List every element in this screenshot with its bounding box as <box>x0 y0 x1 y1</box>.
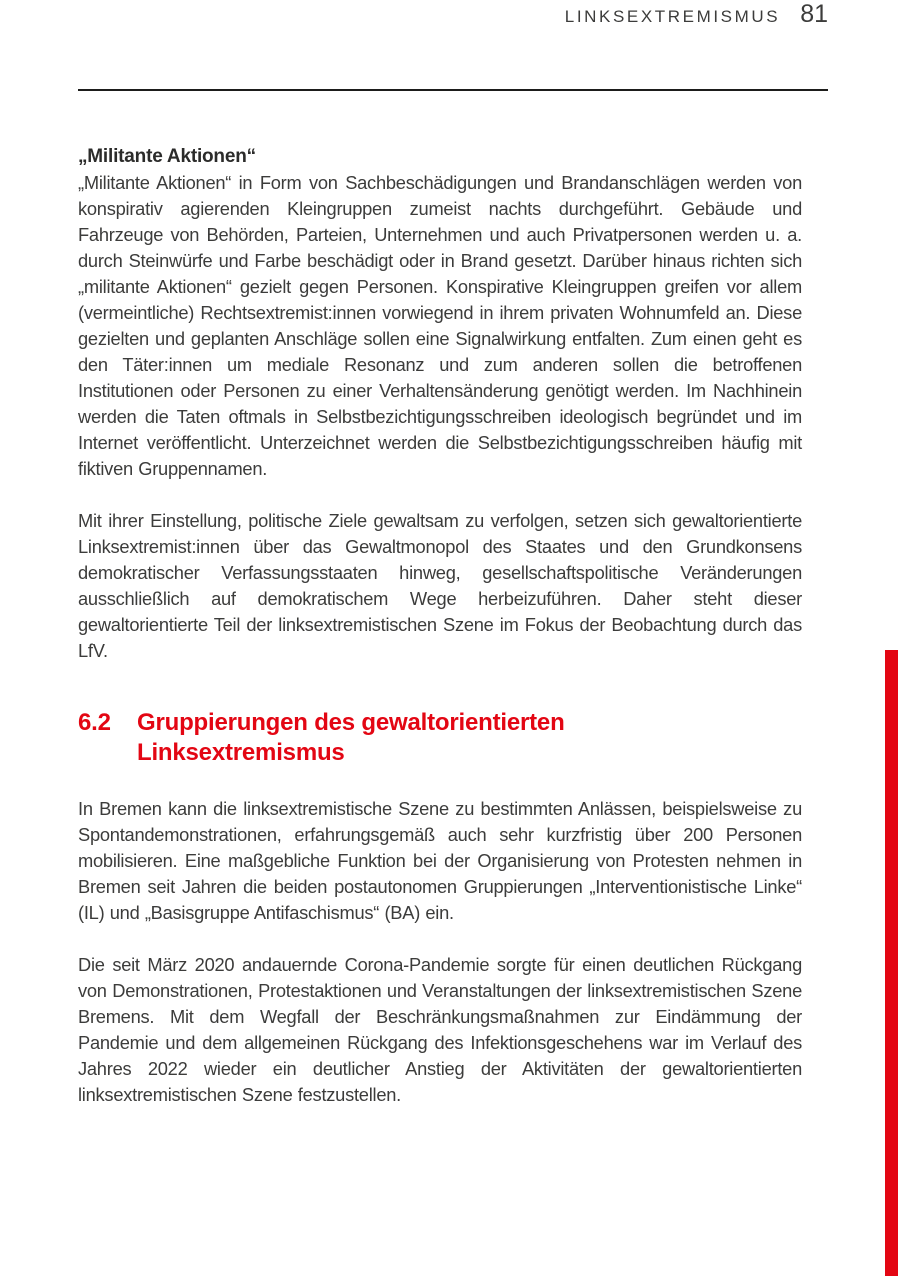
paragraph-gruppierungen-1: In Bremen kann die linksextremistische Szene zu bestimmten Anlässen, beispielsweise zu Spontandemonstrationen, erfahrungsgemäß auch sehr kurzfristig über 200 Personen mobilisieren. Eine maßgebliche Funktion bei der Organisierung von Protesten nehmen in Bremen seit Jahren die beiden postautonomen Gruppierungen „Interventionistische Linke“ (IL) und „Basisgruppe Antifaschismus“ (BA) ein. <box>78 798 802 923</box>
header-section-label: LINKSEXTREMISMUS <box>564 7 781 26</box>
page-number: 81 <box>800 0 828 28</box>
paragraph-gruppierungen-2: Die seit März 2020 andauernde Corona-Pandemie sorgte für einen deutlichen Rückgang von Demonstrationen, Protestaktionen und Veranstaltungen der linksextremistischen Szene Bremens. Mit dem Wegfall der Beschränkungsmaßnahmen zur Eindämmung der Pandemie und dem allgemeinen Rückgang des Infektionsgeschehens war im Verlauf des Jahres 2022 wieder ein deutlicher Anstieg der Aktivitäten der gewaltorientierten linksextremistischen Szene festzustellen. <box>78 954 802 1105</box>
chapter-bleed-tab <box>885 650 898 1276</box>
section-title <box>137 708 802 768</box>
running-header <box>78 0 828 91</box>
section-title-line2: Linksextremismus <box>137 739 345 766</box>
paragraph-militante-1: „Militante Aktionen“ in Form von Sachbeschädigungen und Brandanschlägen werden von konspirativ agierenden Kleingruppen zumeist nachts durchgeführt. Gebäude und Fahrzeuge von Behörden, Parteien, Unternehmen und auch Privatpersonen werden u. a. durch Steinwürfe und Farbe beschädigt oder in Brand gesetzt. Darüber hinaus richten sich „militante Aktionen“ gezielt gegen Personen. Konspirative Kleingruppen greifen vor allem (vermeintliche) Rechtsextremist:innen vorwiegend in ihrem privaten Wohnumfeld an. Diese gezielten und geplanten Anschläge sollen eine Signalwirkung entfalten. Zum einen geht es den Täter:innen um mediale Resonanz und zum anderen sollen die betroffenen Institutionen oder Personen zu einer Verhaltensänderung genötigt werden. Im Nachhinein werden die Taten oftmals in Selbstbezichtigungsschreiben ideologisch begründet und im Internet veröffentlicht. Unterzeichnet werden die Selbstbezichtigungsschreiben häufig mit fiktiven Gruppennamen. <box>78 172 802 479</box>
subheading-militante-aktionen: „Militante Aktionen“ <box>78 146 256 167</box>
section-heading-6-2 <box>78 708 802 768</box>
section-number: 6.2 <box>78 709 111 736</box>
page-content <box>78 144 802 1134</box>
section-title-line1: Gruppierungen des gewaltorientierten <box>137 709 565 736</box>
paragraph-militante-2: Mit ihrer Einstellung, politische Ziele gewaltsam zu verfolgen, setzen sich gewaltorientierte Linksextremist:innen über das Gewaltmonopol des Staates und den Grundkonsens demokratischer Verfassungsstaaten hinweg, gesellschaftspolitische Veränderungen ausschließlich auf demokratischem Wege herbeizuführen. Daher steht dieser gewaltorientierte Teil der linksextremistischen Szene im Fokus der Beobachtung durch das LfV. <box>78 510 802 661</box>
